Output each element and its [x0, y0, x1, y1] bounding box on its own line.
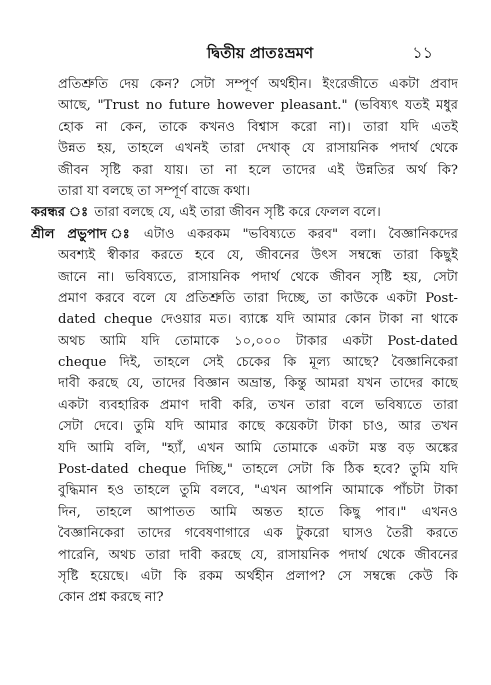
- text-line: [58, 331, 458, 352]
- line-text: কোন প্রশ্ন করছে না?: [58, 590, 164, 606]
- text-line: [58, 523, 458, 544]
- text-line: [58, 373, 458, 394]
- text-line: [58, 545, 458, 566]
- body-text: [31, 74, 458, 609]
- line-text: অথচ আমি যদি তোমাকে ১০,০০০ টাকার একটা Post-dated: [58, 333, 458, 349]
- text-line: [58, 416, 458, 437]
- text-line: [58, 587, 458, 608]
- speaker-label: করন্ধর ঃ: [31, 205, 89, 221]
- text-line: [58, 502, 458, 523]
- line-text: জানে না। ভবিষ্যতে, রাসায়নিক পদার্থ থেকে জীবন সৃষ্টি হয়, সেটা: [58, 269, 458, 285]
- text-line: [58, 309, 458, 330]
- line-text: বুদ্ধিমান হও তাহলে তুমি বলবে, "এখন আপনি আমাকে পাঁচটা টাকা: [58, 483, 458, 499]
- line-text: জীবন সৃষ্টি করা যায়। তা না হলে তাদের এই উন্নতির অর্থ কি?: [58, 162, 458, 178]
- line-text: দিন, তাহলে আপাতত আমি অন্তত হাতে কিছু পাব।" এখনও: [58, 504, 458, 520]
- line-text: একটা ব্যবহারিক প্রমাণ দাবী করি, তখন তারা বলে ভবিষ্যতে তারা: [58, 397, 458, 413]
- text-line: [58, 160, 458, 181]
- dialogue-line: [31, 202, 458, 223]
- running-title: দ্বিতীয় প্রাতঃভ্রমণ: [206, 44, 314, 62]
- text-line: [58, 459, 458, 480]
- text-line: [58, 288, 458, 309]
- page-header: [0, 40, 491, 64]
- line-text: দাবী করছে যে, তাদের বিজ্ঞান অভ্রান্ত, কিন্তু আমরা যখন তাদের কাছে: [58, 376, 458, 392]
- speaker-label: শ্রীল প্রভুপাদ ঃ: [31, 226, 138, 242]
- line-text: তারা বলছে যে, এই তারা জীবন সৃষ্টি করে ফেলল বলে।: [94, 205, 381, 221]
- text-line: [58, 117, 458, 138]
- line-text: যদি আমি বলি, "হ্যাঁ, এখন আমি তোমাকে একটা মস্ত বড় অঙ্কের: [58, 440, 458, 456]
- line-text: অবশ্যই স্বীকার করতে হবে যে, জীবনের উৎস সম্বন্ধে তারা কিছুই: [58, 248, 458, 264]
- text-line: [58, 245, 458, 266]
- line-text: cheque দিই, তাহলে সেই চেকের কি মূল্য আছে? বৈজ্ঞানিকেরা: [58, 355, 458, 371]
- text-line: [58, 95, 458, 116]
- line-text: বৈজ্ঞানিকেরা তাদের গবেষণাগারে এক টুকরো ঘাসও তৈরী করতে: [58, 526, 458, 542]
- line-text: তারা যা বলছে তা সম্পূর্ণ বাজে কথা।: [58, 183, 251, 199]
- line-text: প্রমাণ করবে বলে যে প্রতিশ্রুতি তারা দিচ্ছে, তা কাউকে একটা Post-: [58, 290, 458, 306]
- text-line: [58, 352, 458, 373]
- text-line: [58, 138, 458, 159]
- line-text: Post-dated cheque দিচ্ছি," তাহলে সেটা কি ঠিক হবে? তুমি যদি: [58, 462, 458, 478]
- text-line: [58, 74, 458, 95]
- line-text: হোক না কেন, তাকে কখনও বিশ্বাস করো না)। তারা যদি এতই: [58, 119, 458, 135]
- line-text: dated cheque দেওয়ার মত। ব্যাঙ্কে যদি আমার কোন টাকা না থাকে: [58, 312, 458, 328]
- line-text: উন্নত হয়, তাহলে এখনই তারা দেখাক্ যে রাসায়নিক পদার্থ থেকে: [58, 141, 458, 157]
- text-line: [58, 395, 458, 416]
- text-line: [58, 267, 458, 288]
- text-line: [58, 480, 458, 501]
- page-number: ১১: [412, 43, 433, 62]
- text-line: [58, 181, 458, 202]
- line-text: এটাও একরকম "ভবিষ্যতে করব" বলা। বৈজ্ঞানিকদের: [143, 226, 458, 242]
- line-text: আছে, "Trust no future however pleasant." (ভবিষ্যৎ যতই মধুর: [58, 98, 458, 114]
- line-text: প্রতিশ্রুতি দেয় কেন? সেটা সম্পূর্ণ অর্থহীন। ইংরেজীতে একটা প্রবাদ: [58, 77, 458, 92]
- dialogue-line: [31, 224, 458, 245]
- line-text: পারেনি, অথচ তারা দাবী করছে যে, রাসায়নিক পদার্থ থেকে জীবনের: [58, 547, 458, 563]
- text-line: [58, 566, 458, 587]
- line-text: সৃষ্টি হয়েছে। এটা কি রকম অর্থহীন প্রলাপ? সে সম্বন্ধে কেউ কি: [58, 568, 458, 584]
- line-text: সেটা দেবে। তুমি যদি আমার কাছে কয়েকটা টাকা চাও, আর তখন: [58, 419, 458, 435]
- text-line: [58, 438, 458, 459]
